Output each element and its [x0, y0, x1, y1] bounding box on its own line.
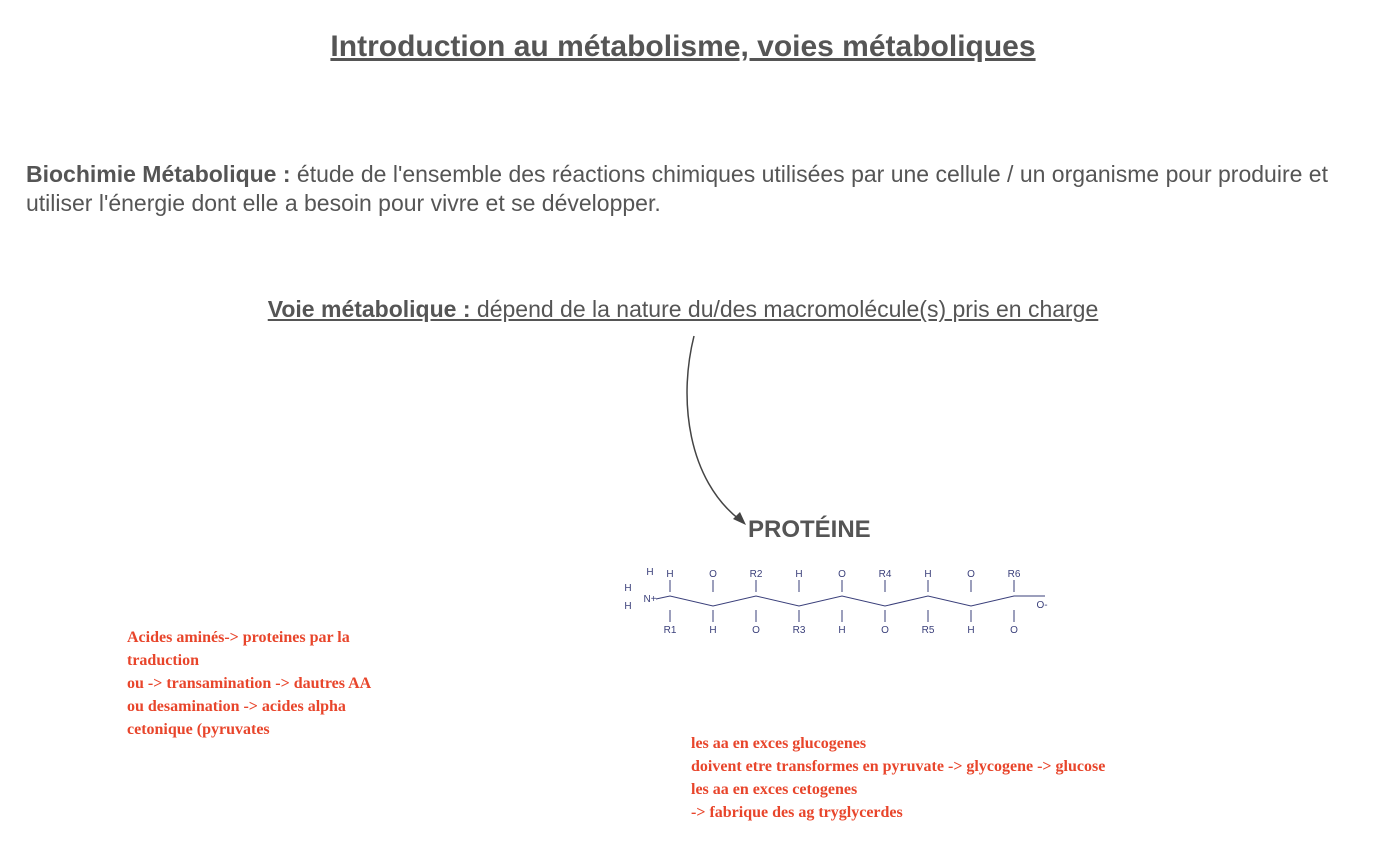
- note-line: doivent etre transformes en pyruvate -> glycogene -> glucose: [691, 758, 1106, 775]
- terminal-h-atom: H: [624, 583, 632, 594]
- substituent-atom: R3: [792, 625, 806, 636]
- note-line: ou -> transamination -> dautres AA: [127, 675, 372, 692]
- definition-text: étude de l'ensemble des réactions chimiques utilisées par une cellule / un organisme pour produire et utiliser l'énergie dont elle a besoin pour vivre et se développer.: [26, 161, 1328, 216]
- substituent-atom: H: [666, 569, 674, 580]
- substituent-atom: H: [709, 625, 717, 636]
- voie-term: Voie métabolique :: [267, 296, 471, 322]
- substituent-atom: O: [709, 569, 717, 580]
- substituent-atom: O: [967, 569, 975, 580]
- substituent-atom: R4: [878, 569, 892, 580]
- voie-metabolique-heading: [0, 296, 1366, 323]
- substituent-atom: H: [967, 625, 975, 636]
- peptide-bonds: [656, 580, 1048, 622]
- terminal-h-atom: H: [646, 567, 654, 578]
- note-line: traduction: [127, 652, 199, 669]
- substituent-atom: R1: [663, 625, 677, 636]
- note-line: les aa en exces cetogenes: [691, 781, 858, 798]
- curved-arrow-icon: [670, 330, 760, 530]
- note-line: ou desamination -> acides alpha: [127, 698, 346, 715]
- annotation-excess-amino-acids: [691, 732, 1105, 824]
- page-title: Introduction au métabolisme, voies métaboliques: [330, 30, 1036, 63]
- substituent-atom: H: [795, 569, 803, 580]
- note-line: cetonique (pyruvates: [127, 721, 270, 738]
- note-line: Acides aminés-> proteines par la: [127, 629, 350, 646]
- substituent-atom: H: [838, 625, 846, 636]
- substituent-atom: H: [924, 569, 932, 580]
- substituent-atom: O: [752, 625, 760, 636]
- substituent-atom: R5: [921, 625, 935, 636]
- note-line: -> fabrique des ag tryglycerdes: [691, 804, 903, 821]
- substituent-atom: O: [881, 625, 889, 636]
- backbone-line: [656, 596, 1045, 606]
- annotation-amino-acids: [127, 626, 371, 741]
- substituent-atom: R2: [749, 569, 763, 580]
- definition-term: Biochimie Métabolique :: [26, 161, 291, 187]
- note-line: les aa en exces glucogenes: [691, 735, 867, 752]
- substituent-atom: O: [838, 569, 846, 580]
- protein-label: PROTÉINE: [748, 516, 871, 543]
- peptide-chain-diagram: [622, 566, 1062, 642]
- terminal-n-atom: N+: [643, 594, 657, 605]
- substituent-atom: O: [1010, 625, 1018, 636]
- substituent-atom: R6: [1007, 569, 1021, 580]
- terminal-o-atom: O-: [1036, 600, 1048, 611]
- terminal-h-atom: H: [624, 601, 632, 612]
- voie-text: dépend de la nature du/des macromolécule(s) pris en charge: [470, 296, 1099, 322]
- definition-paragraph: [26, 160, 1356, 218]
